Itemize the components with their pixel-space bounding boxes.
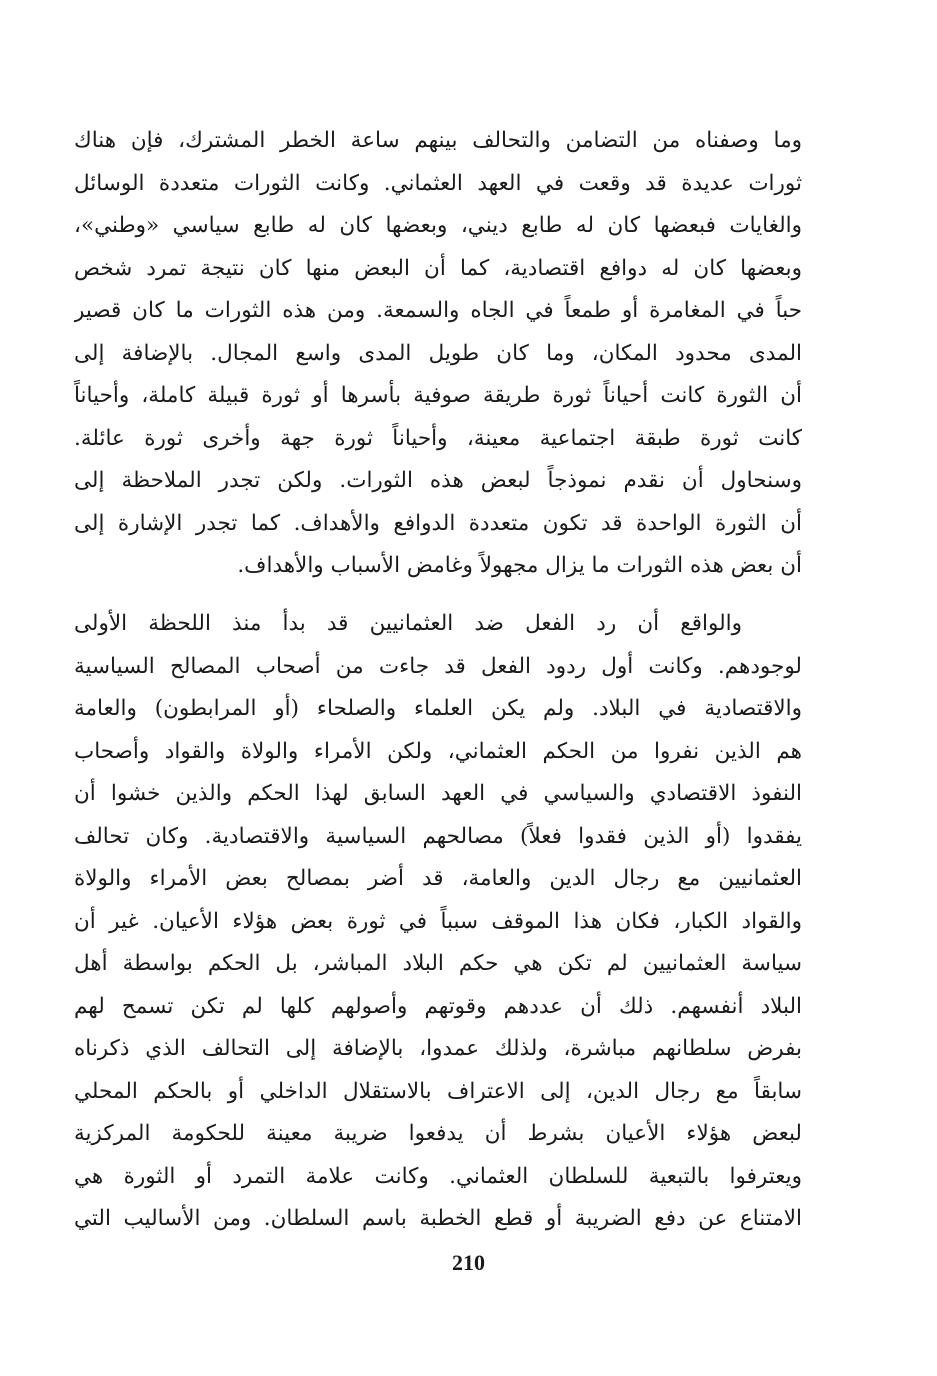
text-line: وسنحاول أن نقدم نموذجاً لبعض هذه الثورات. ولكن تجدر الملاحظة إلى <box>74 468 802 493</box>
text-line: بفرض سلطانهم مباشرة، ولذلك عمدوا، بالإضافة إلى التحالف الذي ذكرناه <box>74 1036 802 1061</box>
text-line: يفقدوا (أو الذين فقدوا فعلاً) مصالحهم السياسية والاقتصادية. وكان تحالف <box>74 823 802 849</box>
text-line: ويعترفوا بالتبعية للسلطان العثماني. وكانت علامة التمرد أو الثورة هي <box>74 1163 802 1189</box>
text-line: لبعض هؤلاء الأعيان بشرط أن يدفعوا ضريبة معينة للحكومة المركزية <box>74 1121 802 1146</box>
text-line: ثورات عديدة قد وقعت في العهد العثماني. وكانت الثورات متعددة الوسائل <box>74 170 802 196</box>
text-line: أن الثورة الواحدة قد تكون متعددة الدوافع والأهداف. كما تجدر الإشارة إلى <box>74 510 802 536</box>
text-line: المدى محدود المكان، وما كان طويل المدى واسع المجال. بالإضافة إلى <box>74 340 802 366</box>
text-line: حباً في المغامرة أو طمعاً في الجاه والسمعة. ومن هذه الثورات ما كان قصير <box>74 298 802 323</box>
paragraph-2 <box>74 603 802 1241</box>
text-line: أن الثورة كانت أحياناً ثورة طريقة صوفية بأسرها أو ثورة قبيلة كاملة، وأحياناً <box>74 383 802 408</box>
text-line: والواقع أن رد الفعل ضد العثمانيين قد بدأ منذ اللحظة الأولى <box>74 611 742 636</box>
text-line: سياسة العثمانيين لم تكن هي حكم البلاد المباشر، بل الحكم بواسطة أهل <box>74 951 802 976</box>
text-line: العثمانيين مع رجال الدين والعامة، قد أضر بمصالح بعض الأمراء والولاة <box>74 866 802 891</box>
page-number: 210 <box>452 1250 485 1275</box>
text-line: والقواد الكبار، فكان هذا الموقف سبباً في ثورة بعض هؤلاء الأعيان. غير أن <box>74 908 802 934</box>
text-line: النفوذ الاقتصادي والسياسي في العهد السابق لهذا الحكم والذين خشوا أن <box>74 781 802 806</box>
text-line: والاقتصادية في البلاد. ولم يكن العلماء والصلحاء (أو المرابطون) والعامة <box>74 696 802 721</box>
text-line: سابقاً مع رجال الدين، إلى الاعتراف بالاستقلال الداخلي أو بالحكم المحلي <box>74 1078 802 1104</box>
text-line: أن بعض هذه الثورات ما يزال مجهولاً وغامض الأسباب والأهداف. <box>237 553 802 578</box>
text-line: الامتناع عن دفع الضريبة أو قطع الخطبة باسم السلطان. ومن الأساليب التي <box>74 1206 802 1231</box>
text-line: وما وصفناه من التضامن والتحالف بينهم ساعة الخطر المشترك، فإن هناك <box>74 128 802 153</box>
text-line: البلاد أنفسهم. ذلك أن عددهم وقوتهم وأصولهم كلها لم تكن تسمح لهم <box>74 993 802 1019</box>
text-line: وبعضها كان له دوافع اقتصادية، كما أن البعض منها كان نتيجة تمرد شخص <box>74 255 802 281</box>
text-line: لوجودهم. وكانت أول ردود الفعل قد جاءت من أصحاب المصالح السياسية <box>74 653 802 679</box>
text-line: هم الذين نفروا من الحكم العثماني، ولكن الأمراء والولاة والقواد وأصحاب <box>74 738 802 764</box>
paragraph-1 <box>74 120 802 588</box>
text-line: كانت ثورة طبقة اجتماعية معينة، وأحياناً ثورة جهة وأخرى ثورة عائلة. <box>74 425 802 451</box>
text-line: والغايات فبعضها كان له طابع ديني، وبعضها كان له طابع سياسي «وطني»، <box>74 213 802 238</box>
